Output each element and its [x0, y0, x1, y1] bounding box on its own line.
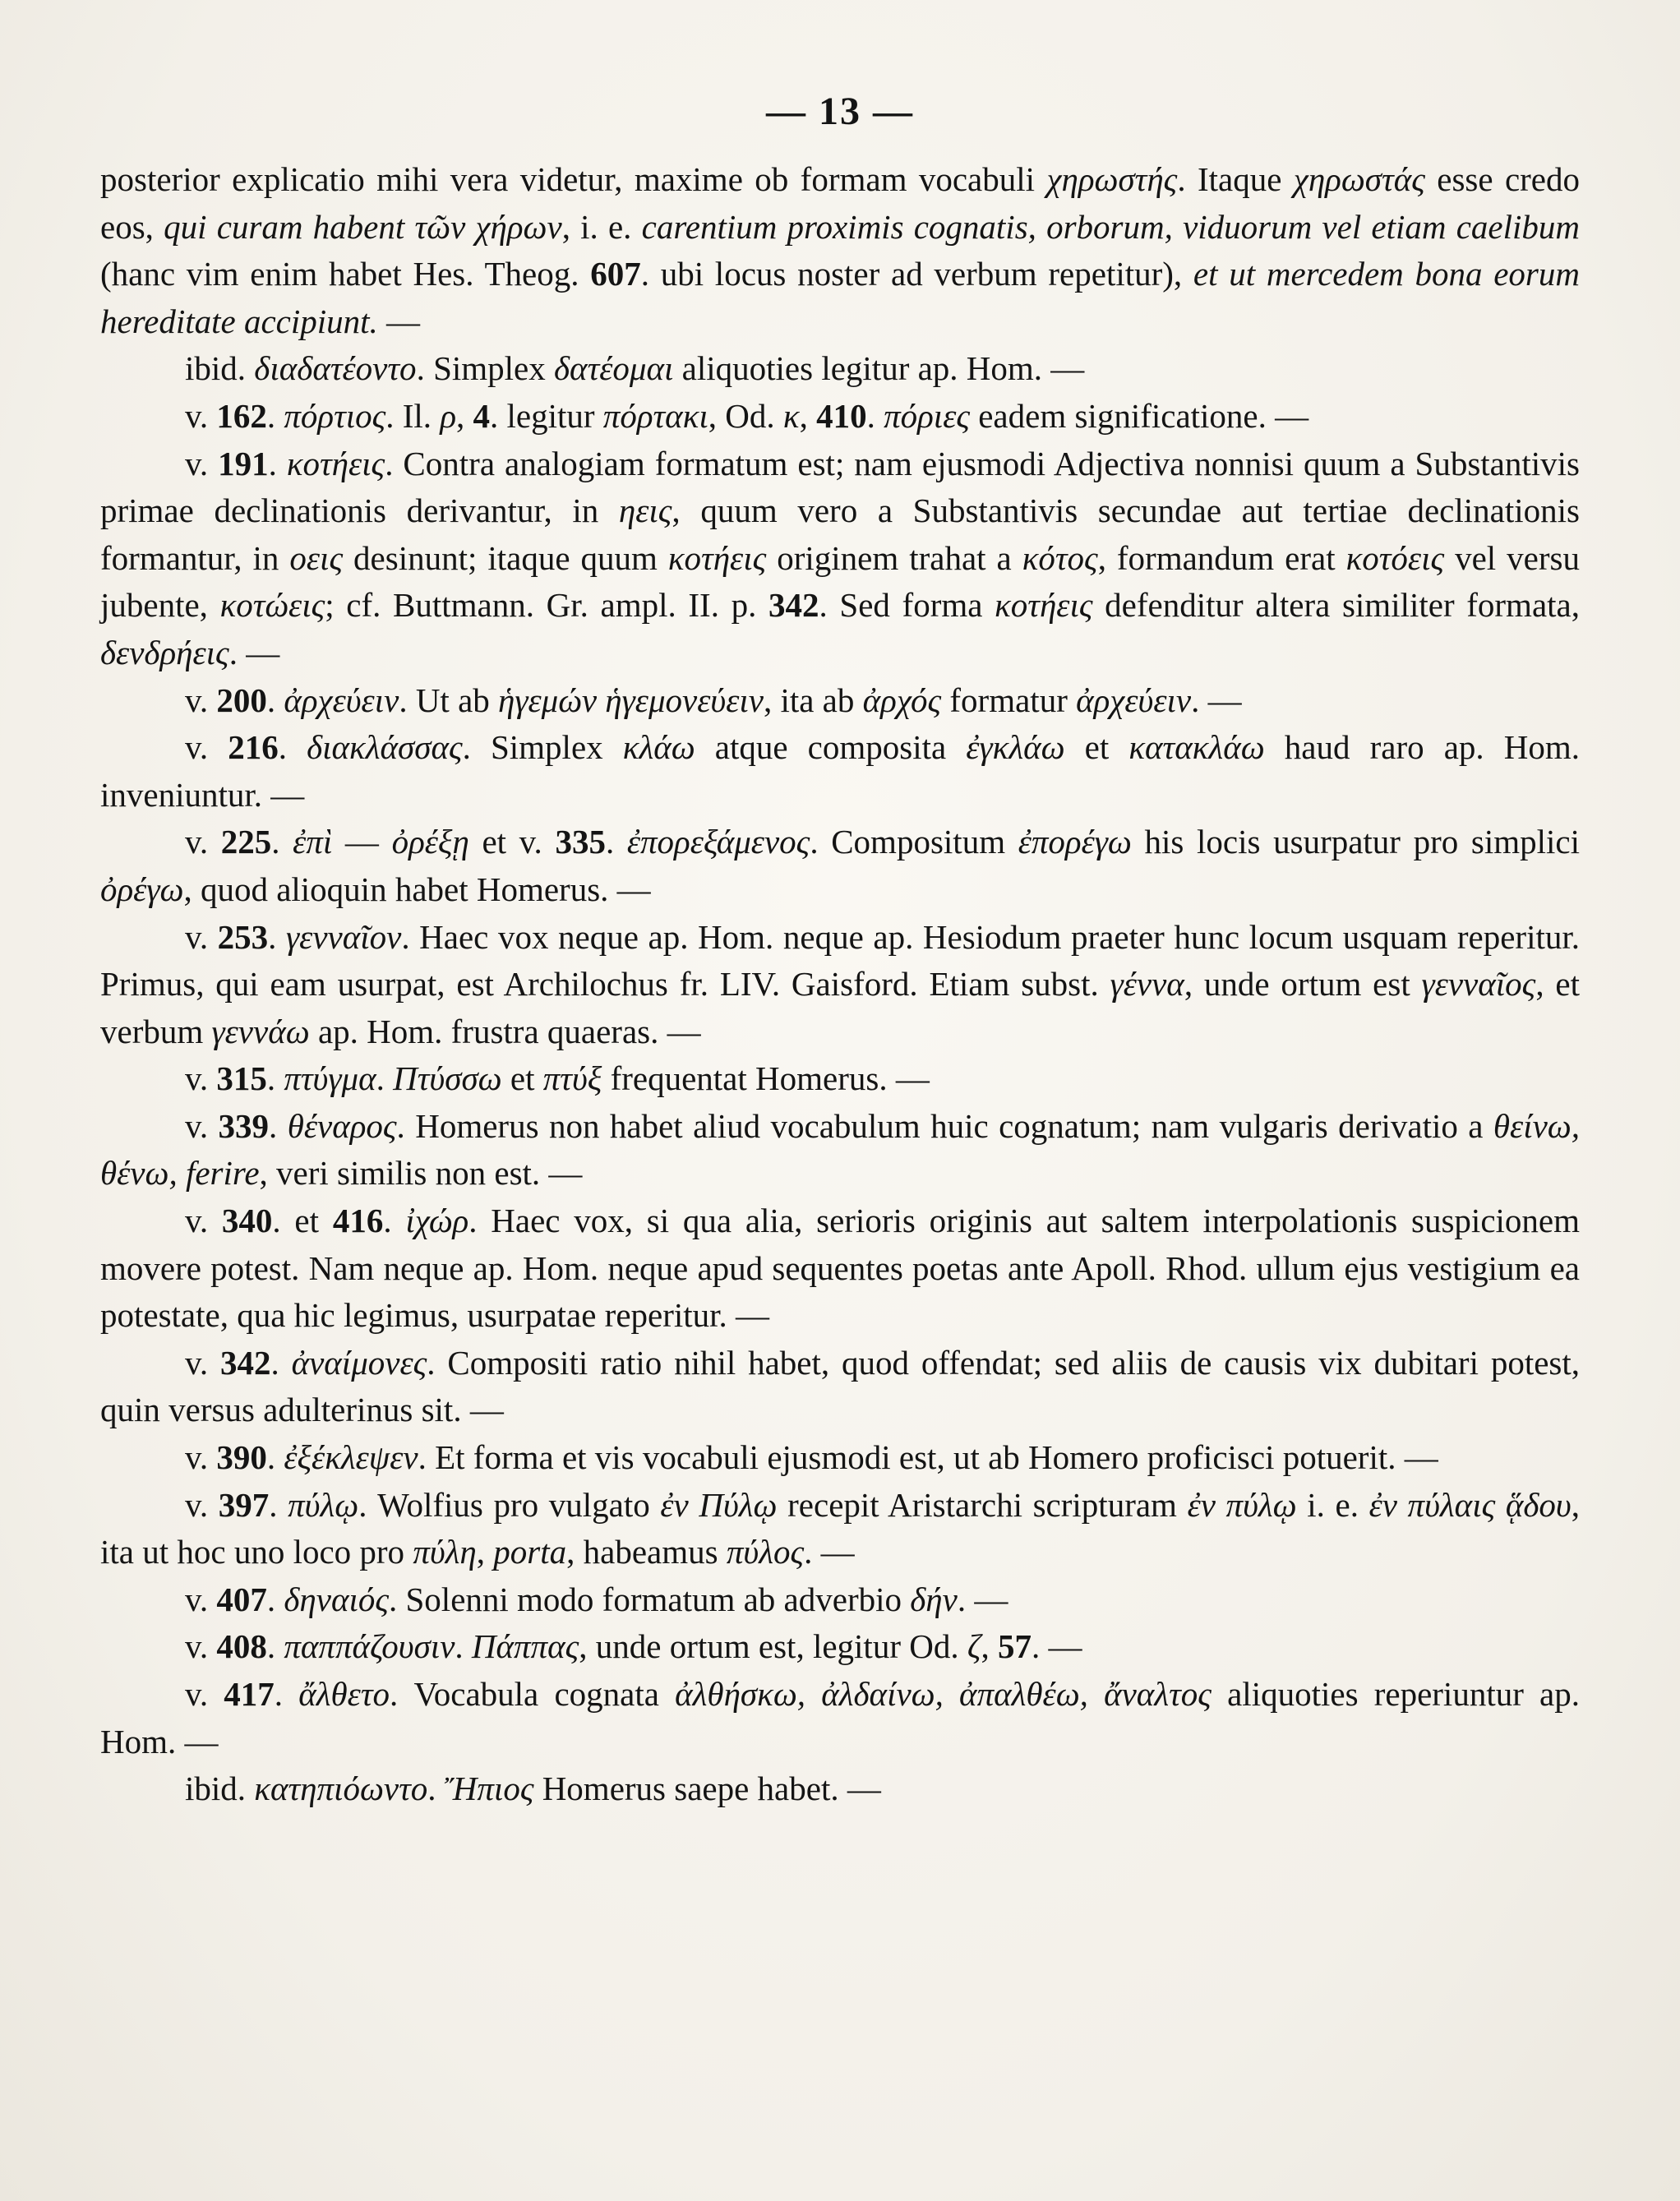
- greek-term: διακλάσσας: [307, 728, 463, 767]
- greek-term: πτύξ: [542, 1059, 602, 1098]
- text-run: . Il.: [385, 396, 441, 435]
- entry-paragraph: [100, 1197, 1580, 1340]
- greek-term: διαδατέοντο: [254, 349, 417, 388]
- entry-paragraph: [100, 1103, 1580, 1197]
- entry-paragraph: [100, 1765, 1580, 1813]
- text-run: . Itaque: [1177, 160, 1294, 198]
- line-reference: 339: [218, 1106, 270, 1145]
- entry-paragraph: [100, 819, 1580, 913]
- text-run: —: [332, 823, 392, 861]
- line-reference: 397: [218, 1485, 270, 1524]
- text-run: , i. e.: [561, 207, 642, 246]
- text-run: , quum vero a Substantivis secundae aut tertiae declinationis formantur, in: [100, 491, 1580, 577]
- text-run: et: [1064, 728, 1129, 767]
- entry-paragraph: [100, 393, 1580, 441]
- greek-term: χηρωστής: [1046, 160, 1178, 198]
- greek-term: ηεις: [618, 491, 672, 530]
- line-reference: 57: [997, 1627, 1032, 1666]
- greek-term: οεις: [289, 538, 344, 577]
- text-run: . Compositi ratio nihil habet, quod offendat; sed aliis de causis vix dubitari potest, quin versus adulterinus sit. —: [100, 1343, 1581, 1429]
- line-reference: 335: [555, 823, 606, 861]
- text-run: ,: [476, 1533, 494, 1571]
- text-run: . Solenni modo formatum ab adverbio: [389, 1580, 911, 1618]
- text-run: . —: [804, 1533, 855, 1571]
- entry-paragraph: [100, 1340, 1580, 1434]
- text-run: v.: [185, 396, 217, 435]
- greek-term: γέννα: [1110, 965, 1184, 1004]
- text-run: recepit Aristarchi scripturam: [777, 1485, 1188, 1524]
- line-reference: 408: [216, 1627, 267, 1666]
- entry-paragraph: [100, 677, 1580, 725]
- line-reference: 315: [216, 1059, 267, 1098]
- greek-term: γενναῖον: [286, 917, 402, 956]
- entry-paragraph: [100, 914, 1580, 1056]
- text-run: . Contra analogiam formatum est; nam ejusmodi Adjectiva nonnisi quum a Substantivis primae declinationis derivantur, in: [100, 444, 1581, 530]
- text-run: . Sed forma: [819, 586, 995, 625]
- greek-term: πόριες: [884, 396, 970, 435]
- text-run: . Homerus non habet aliud vocabulum huic cognatum; nam vulgaris derivatio a: [396, 1106, 1493, 1145]
- text-run: . —: [957, 1580, 1008, 1618]
- entry-paragraph: [100, 1055, 1580, 1103]
- text-run: . —: [228, 633, 280, 671]
- greek-term: Πάππας: [471, 1627, 579, 1666]
- text-run: v.: [185, 917, 218, 956]
- latin-gloss: et ut mercedem bona eorum hereditate accipiunt.: [100, 255, 1580, 340]
- text-run: i. e.: [1296, 1485, 1369, 1524]
- greek-term: κοτώεις: [219, 586, 325, 625]
- text-run: aliquoties legitur ap. Hom. —: [673, 349, 1085, 388]
- text-run: . Et forma et vis vocabuli ejusmodi est, ut ab Homero proficisci potuerit. —: [418, 1438, 1438, 1477]
- text-run: ,: [456, 396, 473, 435]
- text-run: .: [270, 1343, 292, 1382]
- text-run: atque composita: [695, 728, 967, 767]
- text-run: .: [268, 444, 287, 482]
- text-run: .: [269, 1485, 288, 1524]
- greek-term: κατηπιόωντο: [254, 1770, 428, 1808]
- greek-term: ἀλθήσκω, ἀλδαίνω, ἀπαλθέω, ἄναλτος: [675, 1675, 1212, 1713]
- greek-term: θείνω, θένω,: [100, 1106, 1580, 1193]
- text-run: , formandum erat: [1097, 538, 1346, 577]
- text-run: v.: [185, 728, 228, 767]
- text-run: ; cf. Buttmann. Gr. ampl. II. p.: [325, 586, 769, 625]
- greek-term: ἀναίμονες: [291, 1343, 427, 1382]
- text-run: v.: [185, 1343, 220, 1382]
- text-run: .: [383, 1202, 406, 1240]
- greek-term: κατακλάω: [1128, 728, 1265, 767]
- text-run: , Od.: [708, 396, 783, 435]
- text-run: , ita ab: [763, 681, 863, 719]
- text-run: . Wolfius pro vulgato: [358, 1485, 661, 1524]
- text-run: —: [377, 302, 421, 340]
- line-reference: 200: [216, 681, 267, 719]
- paragraph-continuation: [100, 156, 1580, 345]
- text-run: . Haec vox, si qua alia, serioris originis aut saltem interpolationis suspicionem movere potest. Nam neque ap. Hom. neque apud sequentes poetas ante Apoll. Rhod. ullum ejus vestigium ea potestate, qua hic legimus, usurpatae reperitur. —: [100, 1202, 1581, 1335]
- text-run: v.: [185, 1059, 217, 1098]
- line-reference: 162: [216, 396, 267, 435]
- text-run: .: [266, 396, 284, 435]
- greek-term: δατέομαι: [554, 349, 674, 388]
- text-run: his locis usurpatur pro simplici: [1131, 823, 1581, 861]
- greek-term: κοτήεις: [667, 538, 767, 577]
- text-run: et: [501, 1059, 543, 1098]
- latin-gloss: porta: [493, 1533, 567, 1571]
- text-run: . ubi locus noster ad verbum repetitur),: [640, 255, 1193, 293]
- text-run: .: [268, 917, 287, 956]
- text-run: aliquoties reperiuntur ap. Hom. —: [100, 1675, 1581, 1760]
- commentary-body: [100, 156, 1580, 1813]
- greek-term: ἐπὶ: [293, 823, 333, 861]
- greek-term: ἐγκλάω: [966, 728, 1065, 767]
- line-reference: 607: [590, 255, 641, 293]
- text-run: ,: [981, 1627, 998, 1666]
- text-run: frequentat Homerus. —: [602, 1059, 930, 1098]
- greek-term: δήν: [910, 1580, 958, 1618]
- text-run: , quod alioquin habet Homerus. —: [183, 870, 651, 908]
- text-run: . —: [1031, 1627, 1082, 1666]
- entry-paragraph: [100, 1623, 1580, 1671]
- text-run: . Simplex: [462, 728, 623, 767]
- greek-term: Πτύσσω: [393, 1059, 502, 1098]
- text-run: .: [266, 1438, 284, 1477]
- text-run: ibid.: [185, 349, 255, 388]
- text-run: v.: [185, 1675, 224, 1713]
- text-run: . legitur: [490, 396, 603, 435]
- line-reference: 216: [228, 728, 279, 767]
- text-run: , unde ortum est: [1184, 965, 1422, 1004]
- text-run: , habeamus: [566, 1533, 727, 1571]
- greek-term: ἐξέκλεψεν: [284, 1438, 418, 1477]
- greek-term: πόρτακι: [602, 396, 708, 435]
- greek-term: θέναρος: [287, 1106, 397, 1145]
- greek-term: ὀρέξῃ: [391, 823, 469, 861]
- text-run: . Compositum: [810, 823, 1018, 861]
- greek-term: ἐπορέγω: [1018, 823, 1132, 861]
- text-run: . Vocabula cognata: [390, 1675, 676, 1713]
- text-run: .: [271, 823, 293, 861]
- greek-term: δηναιός: [284, 1580, 389, 1618]
- greek-term: ἰχώρ: [405, 1202, 469, 1240]
- text-run: ap. Hom. frustra quaeras. —: [309, 1012, 701, 1050]
- text-run: .: [455, 1627, 472, 1666]
- text-run: et v.: [468, 823, 556, 861]
- greek-term: πόρτιος: [284, 396, 386, 435]
- entry-paragraph: [100, 724, 1580, 819]
- text-run: .: [269, 1106, 288, 1145]
- text-run: .: [866, 396, 884, 435]
- text-run: , ita ut hoc uno loco pro: [100, 1485, 1580, 1571]
- greek-term: κοτόεις: [1345, 538, 1445, 577]
- greek-term: κ: [782, 396, 800, 435]
- entry-paragraph: [100, 1576, 1580, 1624]
- line-reference: 416: [332, 1202, 384, 1240]
- text-run: defenditur altera similiter formata,: [1092, 586, 1580, 625]
- greek-term: ἐν πύλῳ: [1187, 1485, 1297, 1524]
- greek-term: ὀρέγω: [100, 870, 184, 908]
- greek-term: κοτήεις: [286, 444, 385, 482]
- greek-term: ζ: [967, 1627, 981, 1666]
- line-reference: 225: [220, 823, 272, 861]
- text-run: vel versu jubente,: [100, 538, 1580, 625]
- greek-term: ἀρχεύειν: [284, 681, 399, 719]
- text-run: . Simplex: [416, 349, 554, 388]
- text-run: haud raro ap. Hom. inveniuntur. —: [100, 728, 1581, 814]
- line-reference: 340: [221, 1202, 273, 1240]
- line-reference: 390: [216, 1438, 267, 1477]
- text-run: .: [266, 1059, 284, 1098]
- text-run: desinunt; itaque quum: [343, 538, 668, 577]
- line-reference: 4: [473, 396, 490, 435]
- greek-term: γεννάω: [211, 1012, 310, 1050]
- greek-term: ρ: [440, 396, 456, 435]
- text-run: formatur: [941, 681, 1077, 719]
- greek-term: ἀρχεύειν: [1076, 681, 1192, 719]
- text-run: .: [266, 1580, 284, 1618]
- greek-term: χηρωστάς: [1293, 160, 1425, 198]
- text-run: ,: [799, 396, 817, 435]
- line-reference: 410: [816, 396, 867, 435]
- text-run: . et: [272, 1202, 333, 1240]
- text-run: v.: [185, 444, 219, 482]
- greek-term: ἐν Πύλῳ: [660, 1485, 778, 1524]
- text-run: .: [266, 1627, 284, 1666]
- greek-term: παππάζουσιν: [284, 1627, 455, 1666]
- text-run: v.: [185, 1485, 219, 1524]
- greek-term: τῶν χήρων: [414, 207, 562, 246]
- greek-term: ἐν πύλαις ᾅδου: [1368, 1485, 1572, 1524]
- line-reference: 342: [768, 586, 819, 625]
- greek-term: ἀρχός: [862, 681, 942, 719]
- page-number: — 13 —: [766, 90, 914, 133]
- text-run: v.: [185, 1627, 217, 1666]
- text-run: .: [427, 1770, 445, 1808]
- greek-term: πτύγμα: [284, 1059, 376, 1098]
- line-reference: 253: [217, 917, 269, 956]
- text-run: (hanc vim enim habet Hes. Theog.: [100, 255, 591, 293]
- text-run: , unde ortum est, legitur Od.: [579, 1627, 967, 1666]
- latin-gloss: qui curam habent: [164, 207, 405, 246]
- entry-paragraph: [100, 1482, 1580, 1576]
- text-run: .: [274, 1675, 299, 1713]
- line-reference: 407: [216, 1580, 267, 1618]
- greek-term: Ἤπιος: [444, 1770, 534, 1808]
- line-reference: 417: [224, 1675, 275, 1713]
- text-run: , veri similis non est. —: [259, 1154, 583, 1193]
- text-run: . Ut ab: [399, 681, 499, 719]
- greek-term: κλάω: [622, 728, 695, 767]
- text-run: [178, 1154, 186, 1192]
- greek-term: ἄλθετο: [298, 1675, 390, 1713]
- greek-term: κοτήεις: [995, 586, 1093, 625]
- text-run: v.: [185, 1438, 217, 1477]
- text-run: v.: [185, 1580, 217, 1618]
- text-run: , et verbum: [100, 965, 1580, 1050]
- text-run: . —: [1191, 681, 1242, 719]
- greek-term: πύλος: [726, 1533, 805, 1571]
- text-run: esse credo eos,: [100, 160, 1580, 246]
- text-run: v.: [185, 1106, 219, 1145]
- entry-paragraph: [100, 1434, 1580, 1482]
- greek-term: πύλη: [413, 1533, 477, 1571]
- latin-gloss: ferire: [185, 1154, 260, 1193]
- latin-gloss: carentium proximis cognatis, orborum, viduorum vel etiam caelibum: [641, 207, 1580, 246]
- greek-term: γενναῖος: [1421, 965, 1536, 1004]
- greek-term: πύλῳ: [288, 1485, 359, 1524]
- greek-term: κότος: [1022, 538, 1098, 577]
- text-run: ibid.: [185, 1770, 255, 1808]
- text-run: posterior explicatio mihi vera videtur, maxime ob formam vocabuli: [100, 160, 1047, 198]
- greek-term: ἡγεμών ἡγεμονεύειν: [498, 681, 764, 719]
- line-reference: 342: [219, 1343, 271, 1382]
- text-run: v.: [185, 681, 217, 719]
- greek-term: δενδρήεις: [100, 633, 229, 671]
- text-run: eadem significatione. —: [969, 396, 1309, 435]
- entry-paragraph: [100, 441, 1580, 677]
- text-run: . Haec vox neque ap. Hom. neque ap. Hesiodum praeter hunc locum usquam reperitur. Primus, qui eam usurpat, est Archilochus fr. LIV. Gaisford. Etiam subst.: [100, 917, 1580, 1004]
- greek-term: ἐπορεξάμενος: [626, 823, 810, 861]
- text-run: [404, 208, 414, 246]
- text-run: .: [376, 1059, 394, 1098]
- text-run: .: [605, 823, 627, 861]
- text-run: originem trahat a: [766, 538, 1022, 577]
- entry-paragraph: [100, 1671, 1580, 1765]
- text-run: .: [278, 728, 307, 767]
- entry-paragraph: [100, 345, 1580, 393]
- text-run: v.: [185, 1202, 222, 1240]
- text-run: v.: [185, 823, 221, 861]
- line-reference: 191: [218, 444, 269, 482]
- text-run: Homerus saepe habet. —: [533, 1770, 881, 1808]
- text-run: .: [266, 681, 284, 719]
